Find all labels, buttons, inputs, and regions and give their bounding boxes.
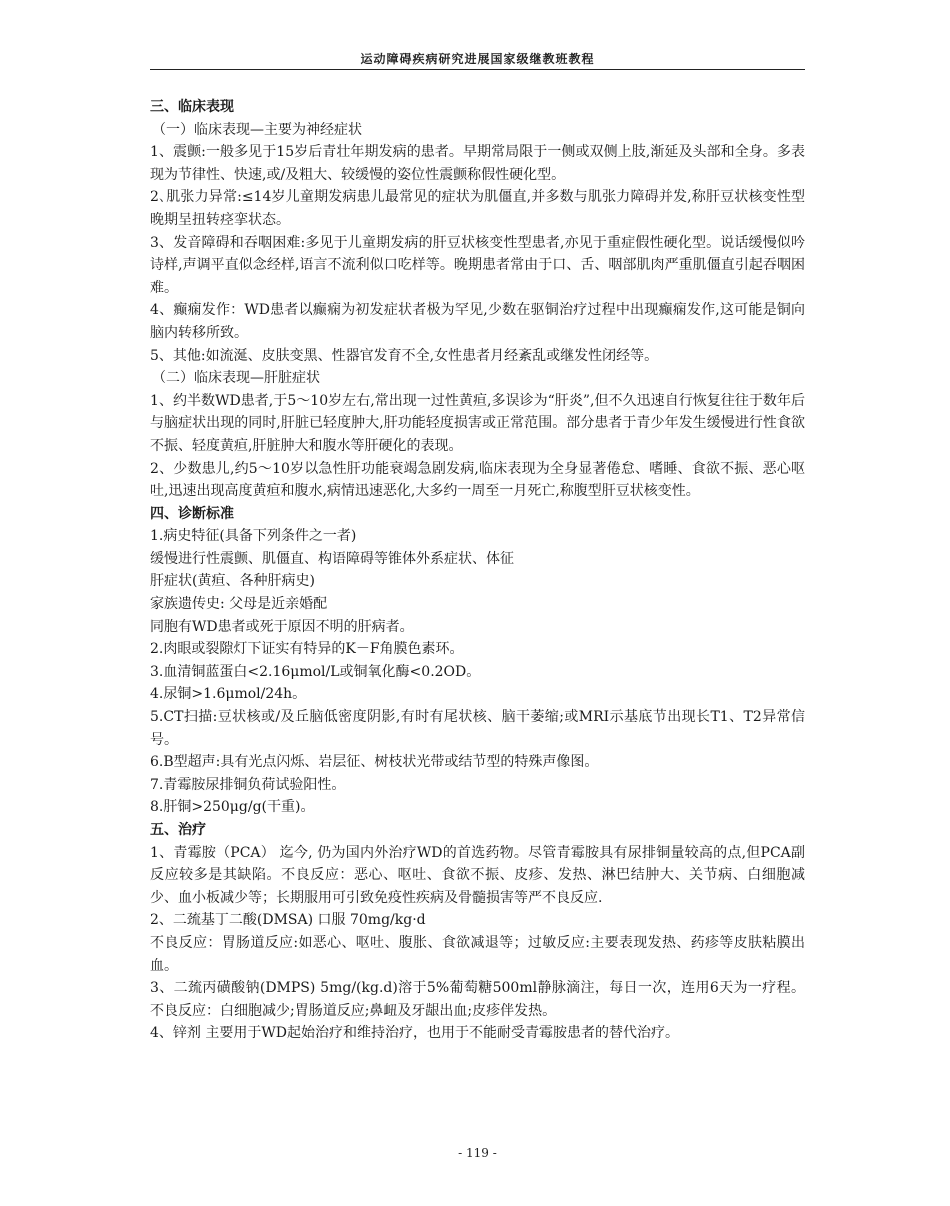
criterion-urine-copper: 4.尿铜>1.6μmol/24h。	[150, 686, 307, 703]
criterion-penicillamine-test: 7.青霉胺尿排铜负荷试验阳性。	[150, 776, 346, 793]
criterion-history-line: 同胞有WD患者或死于原因不明的肝病者。	[150, 618, 414, 635]
treatment-penicillamine: 1、青霉胺（PCA） 迄今, 仍为国内外治疗WD的首选药物。尽管青霉胺具有尿排铜量较高的点,但PCA副反应较多是其缺陷。不良反应：恶心、呕吐、食欲不振、皮疹、发热、淋巴结肿大、关节病、白细胞减少、血小板减少等；长期服用可引致免疫性疾病及骨髓损害等严不良反应.	[150, 844, 805, 906]
treatment-dmsa: 2、二巯基丁二酸(DMSA) 口服 70mg/kg·d	[150, 912, 426, 929]
paragraph-muscle-tone: 2､肌张力异常:≤14岁儿童期发病患儿最常见的症状为肌僵直,并多数与肌张力障碍并发,称肝豆状核变性型晚期呈扭转痉挛状态。	[150, 189, 805, 228]
criterion-history: 1.病史特征(具备下列条件之一者)	[150, 528, 357, 545]
criterion-history-line: 家族遗传史: 父母是近亲婚配	[150, 596, 328, 613]
paragraph-liver-2: 2、少数患儿,约5～10岁以急性肝功能衰竭急剧发病,临床表现为全身显著倦怠、嗜睡、食欲不振、恶心呕吐,迅速出现高度黄疸和腹水,病情迅速恶化,大多约一周至一月死亡,称腹型肝豆状核变性。	[150, 460, 805, 500]
running-header: 运动障碍疾病研究进展国家级继教班教程	[360, 52, 595, 66]
section-heading-clinical: 三、临床表现	[150, 99, 234, 115]
paragraph-liver-1: 1、约半数WD患者,于5～10岁左右,常出现一过性黄疸,多误诊为“肝炎”,但不久迅速自行恢复往往于数年后与脑症状出现的同时,肝脏已轻度肿大,肝功能轻度损害或正常范围。部分患者于青少年发生缓慢进行性食欲不振、轻度黄疸,肝脏肿大和腹水等肝硬化的表现。	[150, 392, 805, 454]
criterion-ceruloplasmin: 3.血清铜蓝蛋白<2.16μmol/L或铜氧化酶<0.2OD。	[150, 663, 481, 680]
paragraph-epilepsy: 4、癫痫发作：WD患者以癫痫为初发症状者极为罕见,少数在驱铜治疗过程中出现癫痫发作,这可能是铜向脑内转移所致。	[150, 302, 805, 341]
treatment-dmsa-adverse: 不良反应：胃肠道反应:如恶心、呕吐、腹胀、食欲减退等；过敏反应:主要表现发热、药疹等皮肤粘膜出血。	[150, 934, 805, 974]
section-heading-diagnosis: 四、诊断标准	[150, 505, 234, 522]
subsection-neuro: （一）临床表现—主要为神经症状	[152, 121, 362, 138]
section-heading-treatment: 五、治疗	[150, 822, 206, 838]
subsection-liver: （二）临床表现—肝脏症状	[152, 370, 320, 387]
header-rule	[150, 69, 805, 70]
paragraph-dysarthria: 3、发音障碍和吞咽困难:多见于儿童期发病的肝豆状核变性型患者,亦见于重症假性硬化型。说话缓慢似吟诗样,声调平直似念经样,语言不流利似口吃样等。晚期患者常由于口、舌、咽部肌肉严重肌僵直引起吞咽困难。	[150, 234, 805, 296]
criterion-history-line: 肝症状(黄疸、各种肝病史)	[150, 573, 315, 590]
paragraph-other: 5、其他:如流涎、皮肤变黑、性器官发育不全,女性患者月经紊乱或继发性闭经等。	[150, 347, 659, 364]
page-body	[150, 96, 805, 1045]
criterion-ultrasound: 6.B型超声:具有光点闪烁、岩层征、树枝状光带或结节型的特殊声像图。	[150, 754, 599, 771]
criterion-history-line: 缓慢进行性震颤、肌僵直、构语障碍等锥体外系症状、体征	[150, 550, 514, 567]
treatment-zinc: 4、锌剂 主要用于WD起始治疗和维持治疗，也用于不能耐受青霉胺患者的替代治疗。	[150, 1025, 679, 1042]
criterion-ct: 5.CT扫描:豆状核或/及丘脑低密度阴影,有时有尾状核、脑干萎缩;或MRI示基底节出现长T1、T2异常信号。	[150, 709, 805, 748]
criterion-liver-copper: 8.肝铜>250μg/g(干重)。	[150, 799, 315, 816]
treatment-dmps: 3、二巯丙磺酸钠(DMPS) 5mg/(kg.d)溶于5%葡萄糖500ml静脉滴注，每日一次，连用6天为一疗程。不良反应：白细胞减少;胃肠道反应;鼻衄及牙龈出血;皮疹伴发热。	[150, 980, 805, 1019]
paragraph-tremor: 1、震颤:一般多见于15岁后青壮年期发病的患者。早期常局限于一侧或双侧上肢,渐延及头部和全身。多表现为节律性、快速,或/及粗大、较缓慢的姿位性震颤称假性硬化型。	[150, 144, 805, 183]
criterion-kf-ring: 2.肉眼或裂隙灯下证实有特异的K－F角膜色素环。	[150, 641, 464, 658]
page-number: - 119 -	[458, 1146, 497, 1160]
